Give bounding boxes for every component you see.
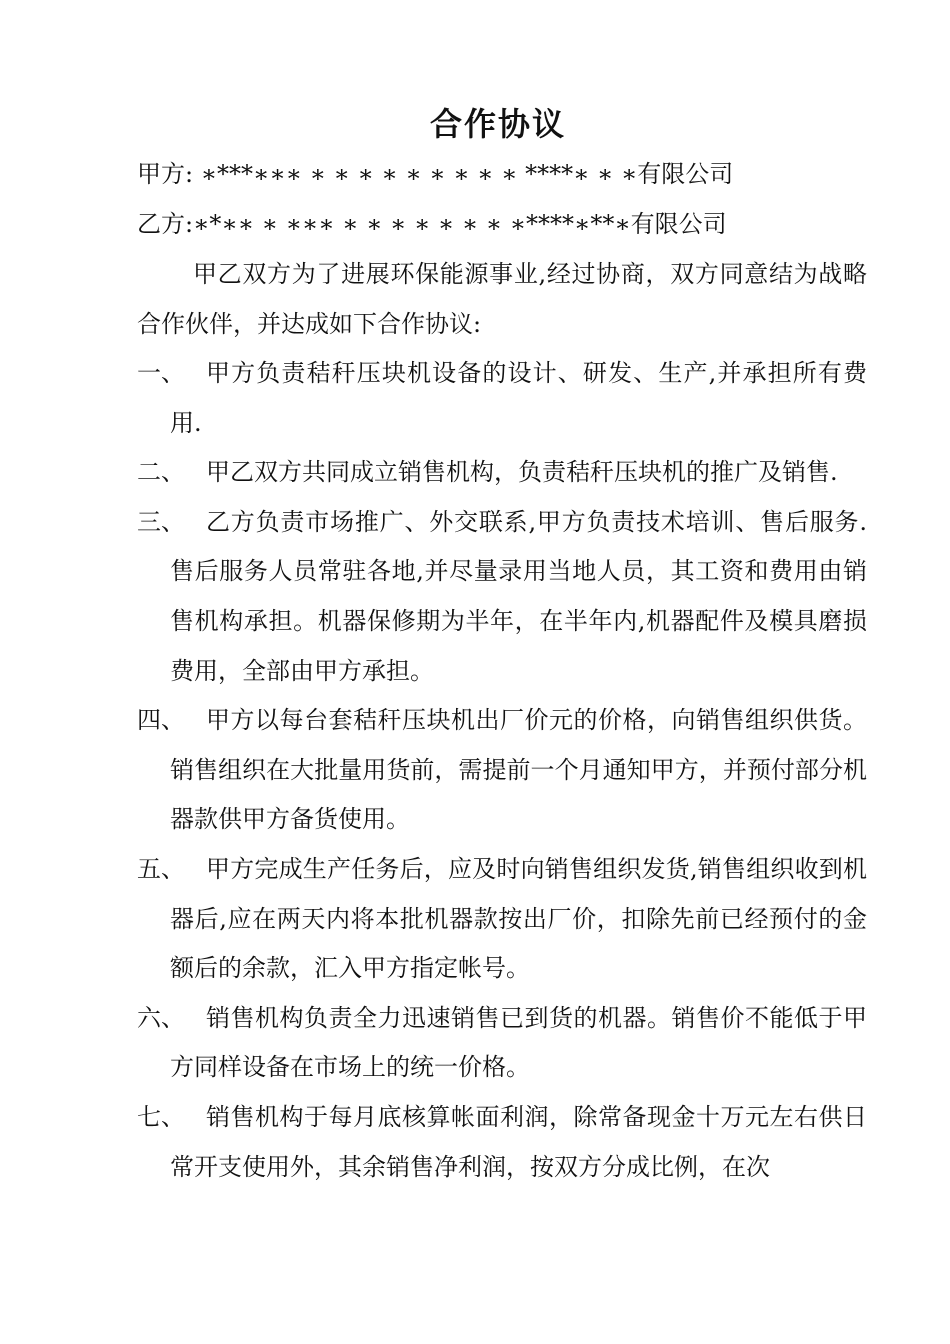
clause-2 xyxy=(137,448,867,498)
clause-text: 销售机构于每月底核算帐面利润，除常备现金十万元左右供日常开支使用外，其余销售净利润，按双方分成比例，在次 xyxy=(170,1102,867,1181)
document-title: 合作协议 xyxy=(429,105,566,143)
clause-number: 二、 xyxy=(137,458,185,487)
clause-6 xyxy=(137,994,867,1093)
clause-text: 甲方完成生产任务后，应及时向销售组织发货,销售组织收到机器后,应在两天内将本批机器款按出厂价，扣除先前已经预付的金额后的余款，汇入甲方指定帐号。 xyxy=(170,854,867,983)
clause-number: 七、 xyxy=(137,1102,185,1131)
clause-number: 六、 xyxy=(137,1003,185,1032)
clause-3 xyxy=(137,498,867,696)
intro-paragraph: 甲乙双方为了进展环保能源事业,经过协商，双方同意结为战略合作伙伴，并达成如下合作协议: xyxy=(137,260,867,338)
clause-1 xyxy=(137,349,867,448)
clause-number: 一、 xyxy=(137,359,185,387)
clause-text: 甲方负责秸秆压块机设备的设计、研发、生产,并承担所有费用. xyxy=(170,359,867,437)
clause-4 xyxy=(137,696,867,845)
clause-text: 销售机构负责全力迅速销售已到货的机器。销售价不能低于甲方同样设备在市场上的统一价格。 xyxy=(170,1003,867,1082)
clause-text: 乙方负责市场推广、外交联系,甲方负责技术培训、售后服务.售后服务人员常驻各地,并尽量录用当地人员，其工资和费用由销售机构承担。机器保修期为半年，在半年内,机器配件及模具磨损费用，全部由甲方承担。 xyxy=(170,507,867,685)
clause-text: 甲乙双方共同成立销售机构，负责秸秆压块机的推广及销售. xyxy=(206,458,838,487)
party-b-line: 乙方:∗*∗∗ ∗ ∗∗∗ ∗ ∗ ∗ ∗ ∗ ∗ ∗ ∗****∗**∗有限公司 xyxy=(137,210,727,238)
party-a-line: 甲方: ∗***∗∗∗ ∗ ∗ ∗ ∗ ∗ ∗ ∗ ∗ ∗ ****∗ ∗ ∗有限公司 xyxy=(137,160,734,188)
clause-list xyxy=(137,349,867,1192)
clause-text: 甲方以每台套秸秆压块机出厂价元的价格，向销售组织供货。销售组织在大批量用货前，需提前一个月通知甲方，并预付部分机器款供甲方备货使用。 xyxy=(170,706,867,834)
clause-7 xyxy=(137,1093,867,1192)
clause-number: 四、 xyxy=(137,706,185,735)
clause-5 xyxy=(137,845,867,994)
clause-number: 三、 xyxy=(137,507,185,536)
clause-number: 五、 xyxy=(137,854,185,883)
